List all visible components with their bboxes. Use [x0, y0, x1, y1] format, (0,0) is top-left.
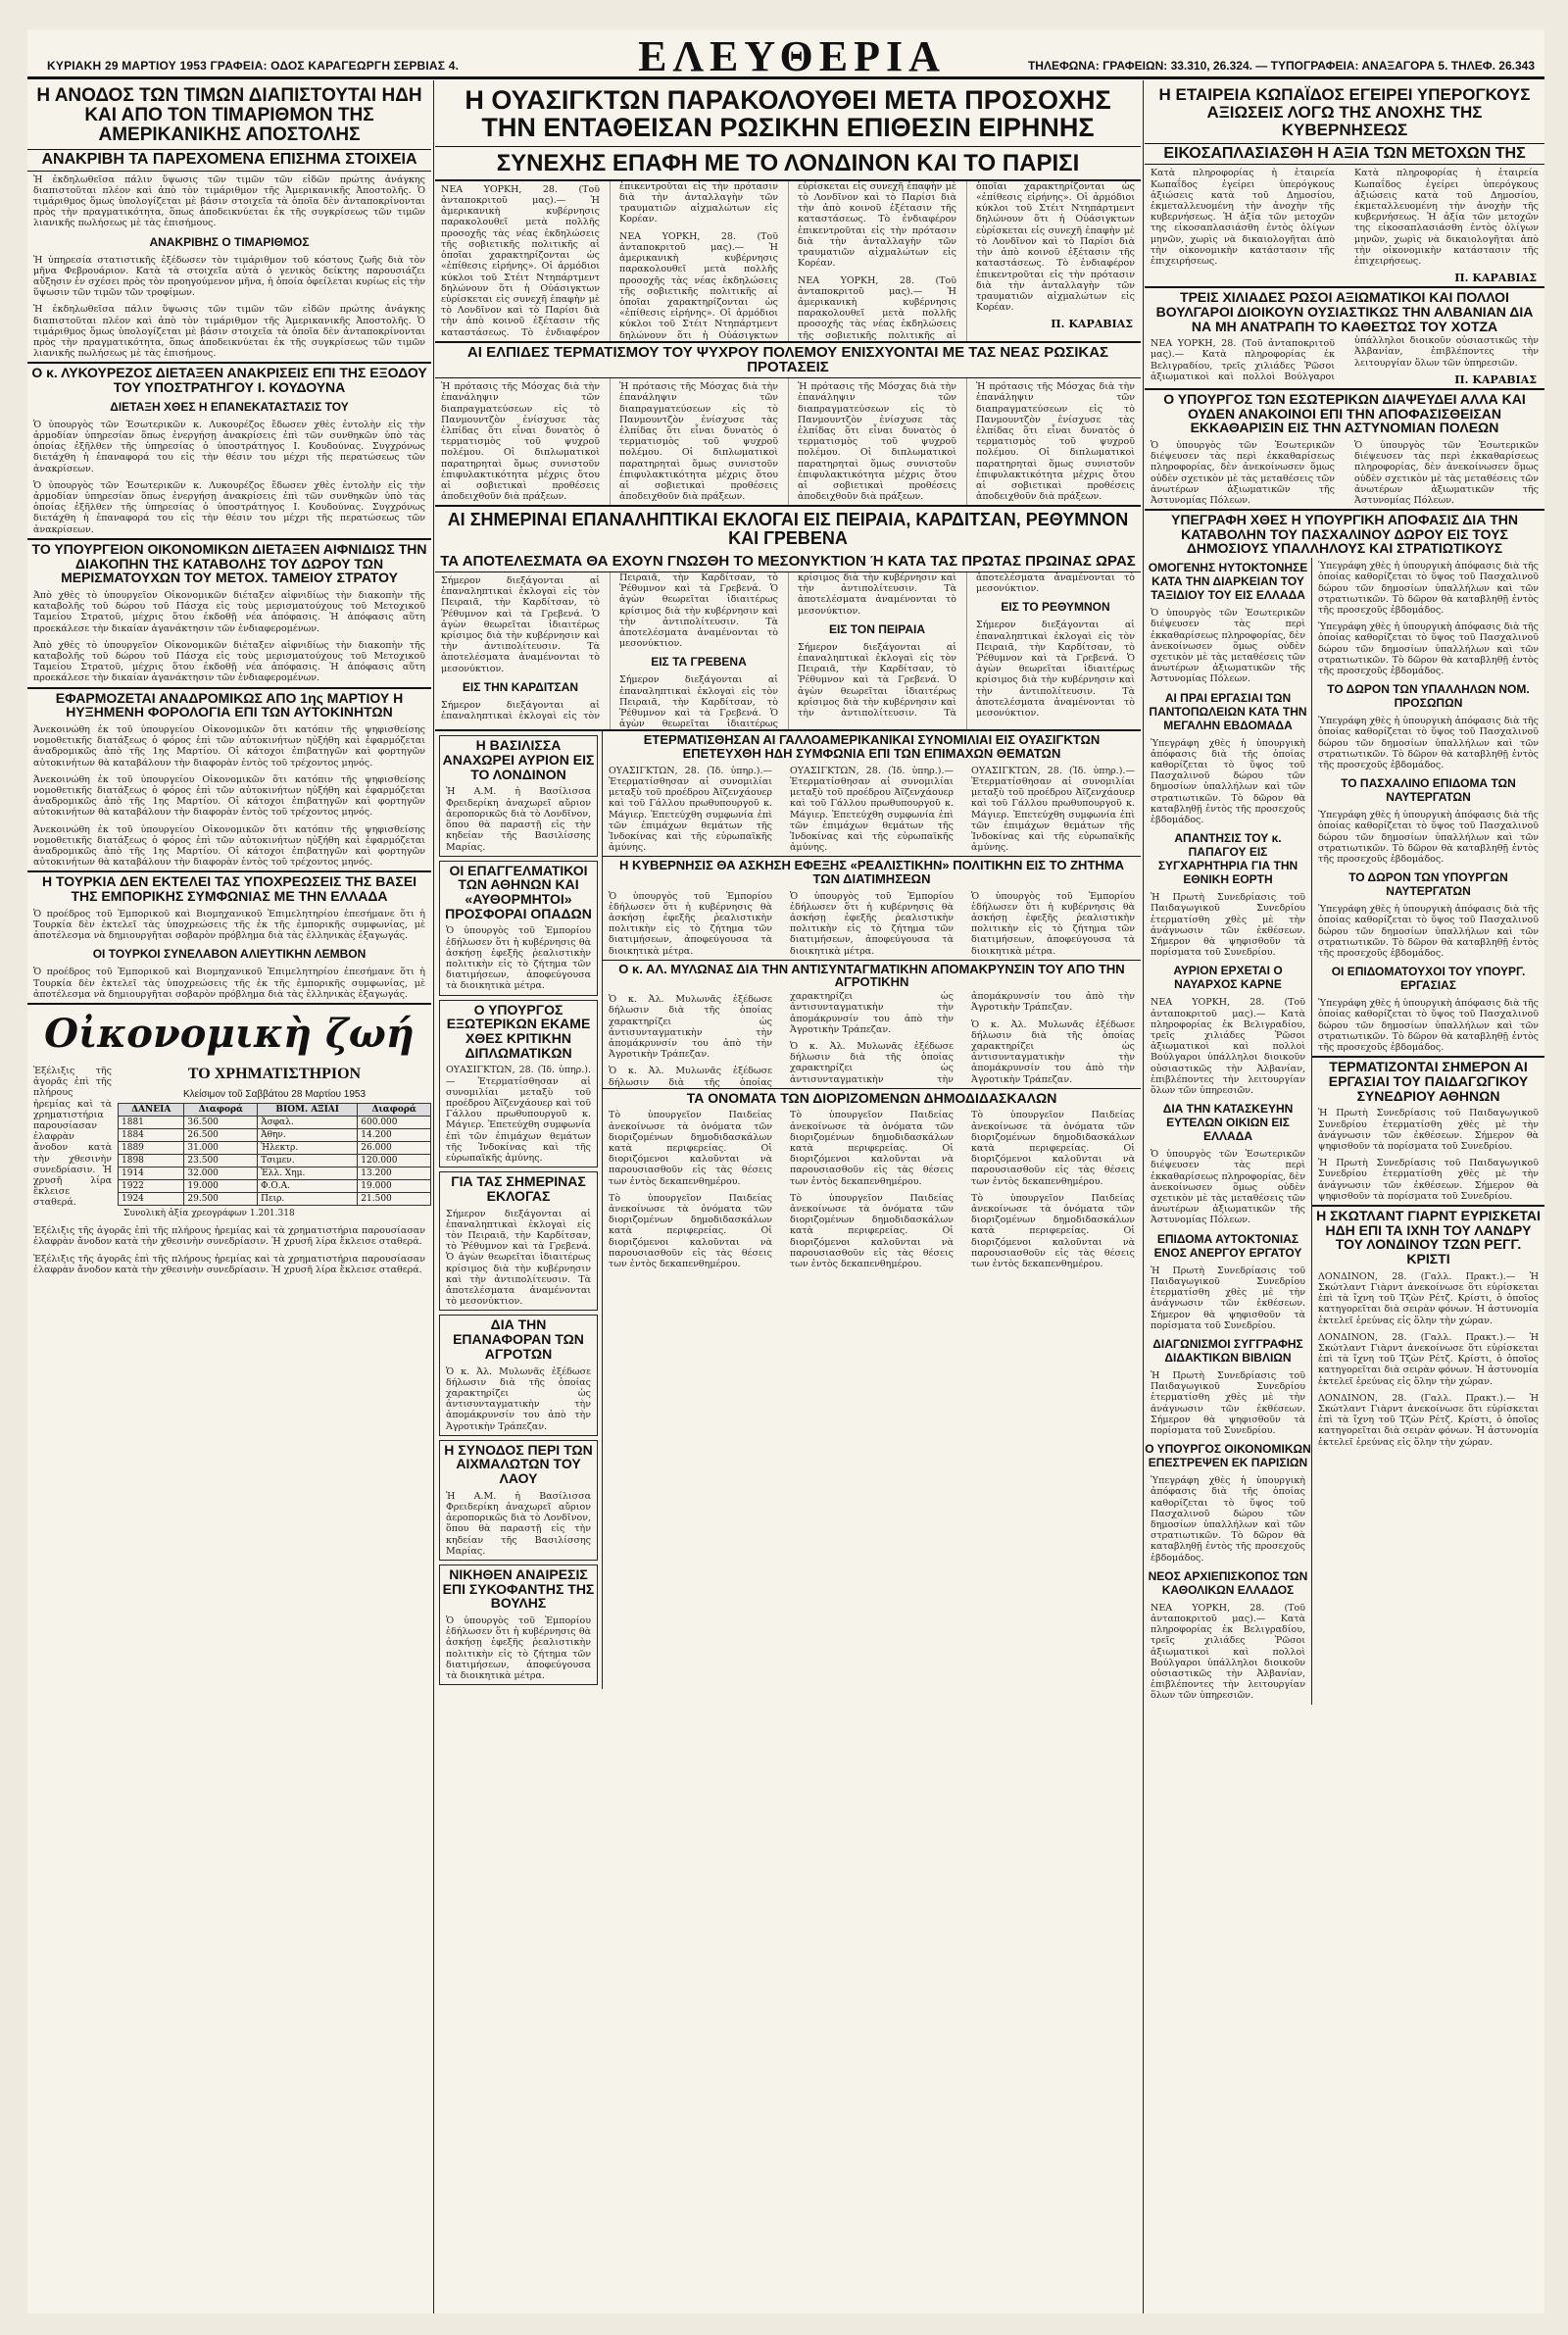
stock-column-header: ΔΑΝΕΙΑ — [119, 1103, 184, 1116]
subhead-seamen-bonus: ΤΟ ΔΩΡΟΝ ΤΩΝ ΥΠΟΥΡΓΩΝ ΝΑΥΤΕΡΓΑΤΩΝ — [1348, 870, 1508, 899]
article-scotland-yard: ΛΟΝΔΙΝΟΝ, 28. (Γαλλ. Πρακτ.).— Ἡ Σκώτλαντ Γιὰρντ ἀνεκοίνωσε ὅτι εὑρίσκεται ἐπὶ τὰ ἴχνη τοῦ Τζὼν Ρέτζ. Κρίστι, ὁ ὁποῖος κατηγορεῖται διὰ σειρὰν φόνων. Ἡ ἀστυνομία ἐκτελεῖ ἐρεύνας εἰς ὅλην τὴν χώραν. — [1318, 1331, 1539, 1387]
article-easter-bonus: Ὑπεγράφη χθὲς ἡ ὑπουργικὴ ἀπόφασις διὰ τῆς ὁποίας καθορίζεται τὸ ὕψος τοῦ Πασχαλινοῦ δώρου τῶν δημοσίων ὑπαλλήλων καὶ τῶν στρατιωτικῶν. Τὸ δῶρον θὰ καταβληθῇ ἐντὸς τῆς προσεχοῦς ἑβδομάδος. — [1318, 621, 1539, 676]
article-teachers: Τὸ ὑπουργεῖον Παιδείας ἀνεκοίνωσε τὰ ὀνόματα τῶν διοριζομένων δημοδιδασκάλων κατὰ περιφερείας. Οἱ διοριζόμενοι καλοῦνται νὰ παρουσιασθοῦν εἰς τὰς θέσεις των ἐντὸς δεκαπενθημέρου. — [971, 1192, 1135, 1270]
headline-cold-war: ΑΙ ΕΛΠΙΔΕΣ ΤΕΡΜΑΤΙΣΜΟΥ ΤΟΥ ΨΥΧΡΟΥ ΠΟΛΕΜΟΥ ΕΝΙΣΧΥΟΝΤΑΙ ΜΕ ΤΑΣ ΝΕΑΣ ΡΩΣΙΚΑΣ ΠΡΟΤΑΣΕΙΣ — [466, 343, 1109, 376]
article-teachers: Τὸ ὑπουργεῖον Παιδείας ἀνεκοίνωσε τὰ ὀνόματα τῶν διοριζομένων δημοδιδασκάλων κατὰ περιφερείας. Οἱ διοριζόμενοι καλοῦνται νὰ παρουσιασθοῦν εἰς τὰς θέσεις των ἐντὸς δεκαπενθημέρου. — [790, 1192, 954, 1270]
headline-franco-american: ΕΤΕΡΜΑΤΙΣΘΗΣΑΝ ΑΙ ΓΑΛΛΟΑΜΕΡΙΚΑΝΙΚΑΙ ΣΥΝΟΜΙΛΙΑΙ ΕΙΣ ΟΥΑΣΙΓΚΤΩΝ ΕΠΕΤΕΥΧΘΗ ΗΔΗ ΣΥΜΦΩΝΙΑ ΕΠΙ ΤΩΝ ΕΠΙΜΑΧΩΝ ΘΕΜΑΤΩΝ — [643, 732, 1101, 762]
article-papagos: Ἡ Πρωτὴ Συνεδρίασις τοῦ Παιδαγωγικοῦ Συνεδρίου ἐτερματίσθη χθὲς μὲ τὴν ἀνάγνωσιν τῶν ἐκθέσεων. Σήμερον θὰ ψηφισθοῦν τὰ πορίσματα τοῦ Συνεδρίου. — [1151, 892, 1305, 959]
stock-column-header: Διαφορά — [184, 1103, 258, 1116]
stock-cell: 32.000 — [184, 1167, 258, 1179]
article-elections: Σήμερον διεξάγονται αἱ ἐπαναληπτικαὶ ἐκλογαὶ εἰς τὸν Πειραιᾶ, τὴν Καρδίτσαν, τὸ Ῥέθυμνον καὶ τὰ Γρεβενά. Ὁ ἀγὼν θεωρεῖται ἰδιαιτέρως κρίσιμος διὰ τὴν κυβέρνησιν καὶ τὴν ἀντιπολίτευσιν. Τὰ ἀποτελέσματα ἀναμένονται τὸ μεσονύκτιον. — [976, 620, 1135, 720]
subhead-admiral: ΑΥΡΙΟΝ ΕΡΧΕΤΑΙ Ο ΝΑΥΑΡΧΟΣ ΚΑΡΝΕ — [1173, 964, 1283, 992]
subheadline-kopais-shares: ΕΙΚΟΣΑΠΛΑΣΙΑΣΘΗ Η ΑΞΙΑ ΤΩΝ ΜΕΤΟΧΩΝ ΤΗΣ — [1145, 143, 1544, 165]
stock-cell: 120.000 — [358, 1154, 431, 1167]
subhead-rethymno: ΕΙΣ ΤΟ ΡΕΘΥΜΝΟΝ — [1001, 600, 1110, 615]
newspaper-page — [27, 29, 1544, 2313]
article-police-purge: Ὁ ὑπουργὸς τῶν Ἐσωτερικῶν διέψευσεν τὰς περὶ ἐκκαθαρίσεως πληροφορίας, δὲν ἀνεκοίνωσεν ὅμως οὐδὲν σχετικὸν μὲ τὰς μεταθέσεις τῶν ἀνωτέρων ἀξιωματικῶν τῆς Ἀστυνομίας Πόλεων. — [1151, 439, 1335, 506]
section-title-economic-life: Οἰκονομικὴ ζωή — [44, 1010, 415, 1057]
stock-cell: 19.000 — [358, 1179, 431, 1192]
article-foreign-minister: ΟΥΑΣΙΓΚΤΩΝ, 28. (Ἰδ. ὑπηρ.).— Ἐτερματίσθησαν αἱ συνομιλίαι μεταξὺ τοῦ προέδρου Ἀϊζενχάουερ καὶ τοῦ Γάλλου πρωθυπουργοῦ κ. Μάγιερ. Ἐπετεύχθη συμφωνία ἐπὶ τῶν ἐπιμάχων θεμάτων τῆς Ἰνδοκίνας καὶ τῆς εὐρωπαϊκῆς ἀμύνης. — [446, 1065, 591, 1165]
subheadline-london-paris: ΣΥΝΕΧΗΣ ΕΠΑΦΗ ΜΕ ΤΟ ΛΟΝΔΙΝΟΝ ΚΑΙ ΤΟ ΠΑΡΙΣΙ — [435, 146, 1141, 179]
article-cold-war: Ἡ πρότασις τῆς Μόσχας διὰ τὴν ἐπανάληψιν τῶν διαπραγματεύσεων εἰς τὸ Πανμουντζὸν ἐνίσχυσε τὰς ἐλπίδας ὅτι εἶναι δυνατὸς ὁ τερματισμὸς τοῦ ψυχροῦ πολέμου. Οἱ διπλωματικοὶ παρατηρηταὶ ὅμως συνιστοῦν ἐπιφυλακτικότητα μέχρις ὅτου αἱ σοβιετικαὶ προθέσεις ἀποδειχθοῦν διὰ πράξεων. — [976, 381, 1135, 503]
article-suicide: Ὁ ὑπουργὸς τῶν Ἐσωτερικῶν διέψευσεν τὰς περὶ ἐκκαθαρίσεως πληροφορίας, δὲν ἀνεκοίνωσεν ὅμως οὐδὲν σχετικὸν μὲ τὰς μεταθέσεις τῶν ἀνωτέρων ἀξιωματικῶν τῆς Ἀστυνομίας Πόλεων. — [1151, 608, 1305, 685]
article-teachers: Τὸ ὑπουργεῖον Παιδείας ἀνεκοίνωσε τὰ ὀνόματα τῶν διοριζομένων δημοδιδασκάλων κατὰ περιφερείας. Οἱ διοριζόμενοι καλοῦνται νὰ παρουσιασθοῦν εἰς τὰς θέσεις των ἐντὸς δεκαπενθημέρου. — [971, 1110, 1135, 1187]
subhead-karditsa: ΕΙΣ ΤΗΝ ΚΑΡΔΙΤΣΑΝ — [462, 679, 579, 694]
article-police-purge: Ὁ ὑπουργὸς τῶν Ἐσωτερικῶν διέψευσεν τὰς περὶ ἐκκαθαρίσεως πληροφορίας, δὲν ἀνεκοίνωσεν ὅμως οὐδὲν σχετικὸν μὲ τὰς μεταθέσεις τῶν ἀνωτέρων ἀξιωματικῶν τῆς Ἀστυνομίας Πόλεων. — [1354, 439, 1539, 506]
stock-row — [119, 1154, 431, 1167]
stock-cell: Ἀσφαλ. — [258, 1116, 358, 1128]
stock-cell: 26.000 — [358, 1141, 431, 1154]
subhead-grocery: ΑΙ ΠΡΑΙ ΕΡΓΑΣΙΑΙ ΤΩΝ ΠΑΝΤΟΠΩΛΕΙΩΝ ΚΑΤΑ ΤΗΝ ΜΕΓΑΛΗΝ ΕΒΔΟΜΑΔΑ — [1149, 690, 1307, 732]
stock-cell: 1898 — [119, 1154, 184, 1167]
article-todays-elections: Σήμερον διεξάγονται αἱ ἐπαναληπτικαὶ ἐκλογαὶ εἰς τὸν Πειραιᾶ, τὴν Καρδίτσαν, τὸ Ῥέθυμνον καὶ τὰ Γρεβενά. Ὁ ἀγὼν θεωρεῖται ἰδιαιτέρως κρίσιμος διὰ τὴν κυβέρνησιν καὶ τὴν ἀντιπολίτευσιν. Τὰ ἀποτελέσματα ἀναμένονται τὸ μεσονύκτιον. — [446, 1208, 591, 1308]
subhead-suicide: ΟΜΟΓΕΝΗΣ ΗΥΤΟΚΤΟΝΗΣΕ ΚΑΤΑ ΤΗΝ ΔΙΑΡΚΕΙΑΝ ΤΟΥ ΤΑΞΙΔΙΟΥ ΤΟΥ ΕΙΣ ΕΛΛΑΔΑ — [1148, 561, 1308, 603]
stock-cell: Ἠλεκτρ. — [258, 1141, 358, 1154]
stock-cell: 23.500 — [184, 1154, 258, 1167]
article-queen: Ἡ Α.Μ. ἡ Βασίλισσα Φρειδερίκη ἀναχωρεῖ αὔριον ἀεροπορικῶς διὰ τὸ Λονδῖνον, ὅπου θὰ παραστῇ εἰς τὴν κηδείαν τῆς Βασιλίσσης Μαρίας. — [446, 786, 591, 853]
right-column — [1145, 82, 1544, 2313]
article-elections: Σήμερον διεξάγονται αἱ ἐπαναληπτικαὶ ἐκλογαὶ εἰς τὸν Πειραιᾶ, τὴν Καρδίτσαν, τὸ Ῥέθυμνον καὶ τὰ Γρεβενά. Ὁ ἀγὼν θεωρεῖται ἰδιαιτέρως κρίσιμος διὰ τὴν κυβέρνησιν καὶ τὴν ἀντιπολίτευσιν. Τὰ ἀποτελέσματα ἀναμένονται τὸ μεσονύκτιον. — [798, 571, 1135, 720]
article-unemployed: Ἡ Πρωτὴ Συνεδρίασις τοῦ Παιδαγωγικοῦ Συνεδρίου ἐτερματίσθη χθὲς μὲ τὴν ἀνάγνωσιν τῶν ἐκθέσεων. Σήμερον θὰ ψηφισθοῦν τὰ πορίσματα τοῦ Συνεδρίου. — [1151, 1265, 1305, 1331]
article-slander: Ὁ ὑπουργὸς τοῦ Ἐμπορίου ἐδήλωσεν ὅτι ἡ κυβέρνησις θὰ ἀσκήσῃ ἐφεξῆς ῥεαλιστικὴν πολιτικὴν εἰς τὸ ζήτημα τῶν διατιμήσεων, ἀποφεύγουσα τὰ διοικητικὰ μέτρα. — [446, 1615, 591, 1682]
article-prisoners: Ἡ Α.Μ. ἡ Βασίλισσα Φρειδερίκη ἀναχωρεῖ αὔριον ἀεροπορικῶς διὰ τὸ Λονδῖνον, ὅπου θὰ παραστῇ εἰς τὴν κηδείαν τῆς Βασιλίσσης Μαρίας. — [446, 1490, 591, 1557]
stock-cell: Ἀθην. — [258, 1128, 358, 1141]
article-mylonas: Ὁ κ. Ἀλ. Μυλωνᾶς ἐξέδωσε δήλωσιν διὰ τῆς ὁποίας χαρακτηρίζει ὡς ἀντισυνταγματικὴν τὴν ἀπομάκρυνσίν του ἀπὸ τὴν Ἀγροτικὴν Τράπεζαν. — [790, 991, 1135, 1085]
subhead-price-index: ΑΝΑΚΡΙΒΗΣ Ο ΤΙΜΑΡΙΘΜΟΣ — [149, 234, 310, 249]
article-mylonas: Ὁ κ. Ἀλ. Μυλωνᾶς ἐξέδωσε δήλωσιν διὰ τῆς ὁποίας χαρακτηρίζει ὡς ἀντισυνταγματικὴν τὴν ἀπομάκρυνσίν του ἀπὸ τὴν Ἀγροτικὴν Τράπεζαν. — [609, 994, 772, 1061]
headline-price-rise: Η ΑΝΟΔΟΣ ΤΩΝ ΤΙΜΩΝ ΔΙΑΠΙΣΤΟΥΤΑΙ ΗΔΗ ΚΑΙ ΑΠΟ ΤΟΝ ΤΙΜΑΡΙΘΜΟΝ ΤΗΣ ΑΜΕΡΙΚΑΝΙΚΗΣ ΑΠΟΣΤΟΛΗΣ — [36, 85, 422, 145]
article-economic-life: Ἐξέλιξις τῆς ἀγορᾶς ἐπὶ τῆς πλήρους ἠρεμίας καὶ τὰ χρηματιστήρια παρουσίασαν ἐλαφρὰν ἄνοδον κατὰ τὴν χθεσινὴν συνεδρίασιν. Ἡ χρυσῆ λίρα ἔκλεισε σταθερά. — [33, 1065, 112, 1209]
headline-elections: ΑΙ ΣΗΜΕΡΙΝΑΙ ΕΠΑΝΑΛΗΠΤΙΚΑΙ ΕΚΛΟΓΑΙ ΕΙΣ ΠΕΙΡΑΙΑ, ΚΑΡΔΙΤΣΑΝ, ΡΕΘΥΜΝΟΝ ΚΑΙ ΓΡΕΒΕΝΑ — [447, 510, 1129, 549]
stock-cell: 1914 — [119, 1167, 184, 1179]
subhead-grevena: ΕΙΣ ΤΑ ΓΡΕΒΕΝΑ — [651, 655, 747, 670]
headline-ministry-finance: ΤΟ ΥΠΟΥΡΓΕΙΟΝ ΟΙΚΟΝΟΜΙΚΩΝ ΔΙΕΤΑΞΕΝ ΑΙΦΝΙΔΙΩΣ ΤΗΝ ΔΙΑΚΟΠΗΝ ΤΗΣ ΚΑΤΑΒΟΛΗΣ ΤΟΥ ΔΩΡΟΥ ΤΩΝ ΜΕΡΙΣΜΑΤΟΥΧΩΝ ΤΟΥ ΜΕΤΟΧ. ΤΑΜΕΙΟΥ ΣΤΡΑΤΟΥ — [31, 540, 427, 586]
stock-row — [119, 1192, 431, 1205]
headline-car-tax: ΕΦΑΡΜΟΖΕΤΑΙ ΑΝΑΔΡΟΜΙΚΩΣ ΑΠΟ 1ης ΜΑΡΤΙΟΥ Η ΗΥΞΗΜΕΝΗ ΦΟΡΟΛΟΓΙΑ ΕΠΙ ΤΩΝ ΑΥΤΟΚΙΝΗΤΩΝ — [55, 689, 404, 720]
article-cold-war: Ἡ πρότασις τῆς Μόσχας διὰ τὴν ἐπανάληψιν τῶν διαπραγματεύσεων εἰς τὸ Πανμουντζὸν ἐνίσχυσε τὰς ἐλπίδας ὅτι εἶναι δυνατὸς ὁ τερματισμὸς τοῦ ψυχροῦ πολέμου. Οἱ διπλωματικοὶ παρατηρηταὶ ὅμως συνιστοῦν ἐπιφυλακτικότητα μέχρις ὅτου αἱ σοβιετικαὶ προθέσεις ἀποδειχθοῦν διὰ πράξεων. — [798, 381, 956, 503]
article-education-congress: Ἡ Πρωτὴ Συνεδρίασις τοῦ Παιδαγωγικοῦ Συνεδρίου ἐτερματίσθη χθὲς μὲ τὴν ἀνάγνωσιν τῶν ἐκθέσεων. Σήμερον θὰ ψηφισθοῦν τὰ πορίσματα τοῦ Συνεδρίου. — [1318, 1158, 1539, 1202]
stock-cell: 31.000 — [184, 1141, 258, 1154]
stock-row — [119, 1128, 431, 1141]
article-albania: ΝΕΑ ΥΟΡΚΗ, 28. (Τοῦ ἀνταποκριτοῦ μας).— Κατὰ πληροφορίας ἐκ Βελιγραδίου, τρεῖς χιλιάδες Ῥῶσοι ἀξιωματικοὶ καὶ πολλοὶ Βούλγαροι ὑπάλληλοι διοικοῦν οὐσιαστικῶς τὴν Ἀλβανίαν, ἐπιβλέποντες τὴν λειτουργίαν ὅλων τῶν ὑπηρεσιῶν. — [1151, 335, 1539, 382]
article-easter-bonus: Ὑπεγράφη χθὲς ἡ ὑπουργικὴ ἀπόφασις διὰ τῆς ὁποίας καθορίζεται τὸ ὕψος τοῦ Πασχαλινοῦ δώρου τῶν δημοσίων ὑπαλλήλων καὶ τῶν στρατιωτικῶν. Τὸ δῶρον θὰ καταβληθῇ ἐντὸς τῆς προσεχοῦς ἑβδομάδος. — [1318, 998, 1539, 1054]
article-price-controls: Ὁ ὑπουργὸς τοῦ Ἐμπορίου ἐδήλωσεν ὅτι ἡ κυβέρνησις θὰ ἀσκήσῃ ἐφεξῆς ῥεαλιστικὴν πολιτικὴν εἰς τὸ ζήτημα τῶν διατιμήσεων, ἀποφεύγουσα τὰ διοικητικὰ μέτρα. — [609, 890, 772, 957]
subhead-piraeus: ΕΙΣ ΤΟΝ ΠΕΙΡΑΙΑ — [828, 621, 926, 636]
headline-lykourezos: Ο κ. ΛΥΚΟΥΡΕΖΟΣ ΔΙΕΤΑΞΕΝ ΑΝΑΚΡΙΣΕΙΣ ΕΠΙ ΤΗΣ ΕΞΟΔΟΥ ΤΟΥ ΥΠΟΣΤΡΑΤΗΓΟΥ Ι. ΚΟΥΔΟΥΝΑ — [31, 365, 427, 396]
column-divider — [433, 80, 434, 2313]
article-mylonas: Ὁ κ. Ἀλ. Μυλωνᾶς ἐξέδωσε δήλωσιν διὰ τῆς ὁποίας χαρακτηρίζει ὡς ἀντισυνταγματικὴν τὴν ἀπομάκρυνσίν του ἀπὸ τὴν Ἀγροτικὴν Τράπεζαν. — [609, 991, 954, 1088]
stock-footer: Συνολικὴ ἀξία χρεογράφων 1.201.318 — [123, 1208, 295, 1218]
article-farmers: Ὁ κ. Ἀλ. Μυλωνᾶς ἐξέδωσε δήλωσιν διὰ τῆς ὁποίας χαρακτηρίζει ὡς ἀντισυνταγματικὴν τὴν ἀπομάκρυνσίν του ἀπὸ τὴν Ἀγροτικὴν Τράπεζαν. — [446, 1366, 591, 1432]
article-economic-life: Ἐξέλιξις τῆς ἀγορᾶς ἐπὶ τῆς πλήρους ἠρεμίας καὶ τὰ χρηματιστήρια παρουσίασαν ἐλαφρὰν ἄνοδον κατὰ τὴν χθεσινὴν συνεδρίασιν. Ἡ χρυσῆ λίρα ἔκλεισε σταθερά. — [33, 1253, 425, 1275]
article-elections: Σήμερον διεξάγονται αἱ ἐπαναληπτικαὶ ἐκλογαὶ εἰς τὸν Πειραιᾶ, τὴν Καρδίτσαν, τὸ Ῥέθυμνον καὶ τὰ Γρεβενά. Ὁ ἀγὼν θεωρεῖται ἰδιαιτέρως κρίσιμος διὰ τὴν κυβέρνησιν καὶ τὴν ἀντιπολίτευσιν. Τὰ ἀποτελέσματα ἀναμένονται τὸ μεσονύκτιον. — [619, 571, 956, 730]
subhead-archbishop: ΝΕΟΣ ΑΡΧΙΕΠΙΣΚΟΠΟΣ ΤΩΝ ΚΑΘΟΛΙΚΩΝ ΕΛΛΑΔΟΣ — [1148, 1568, 1308, 1597]
headline-washington-russia: Η ΟΥΑΣΙΓΚΤΩΝ ΠΑΡΑΚΟΛΟΥΘΕΙ ΜΕΤΑ ΠΡΟΣΟΧΗΣ ΤΗΝ ΕΝΤΑΘΕΙΣΑΝ ΡΩΣΙΚΗΝ ΕΠΙΘΕΣΙΝ ΕΙΡΗΝΗΣ — [465, 85, 1111, 143]
article-easter-bonus: Ὑπεγράφη χθὲς ἡ ὑπουργικὴ ἀπόφασις διὰ τῆς ὁποίας καθορίζεται τὸ ὕψος τοῦ Πασχαλινοῦ δώρου τῶν δημοσίων ὑπαλλήλων καὶ τῶν στρατιωτικῶν. Τὸ δῶρον θὰ καταβληθῇ ἐντὸς τῆς προσεχοῦς ἑβδομάδος. — [1318, 810, 1539, 866]
article-kopais: Κατὰ πληροφορίας ἡ ἑταιρεία Κωπαΐδος ἐγείρει ὑπερόγκους ἀξιώσεις κατὰ τοῦ Δημοσίου, ἐκμεταλλευομένη τὴν ἀνοχὴν τῆς κυβερνήσεως. Ἡ ἀξία τῶν μετοχῶν της εἰκοσαπλασιάσθη ἐντὸς ὀλίγων μηνῶν, χωρὶς νὰ δικαιολογῆται ἀπὸ τὴν οἰκονομικὴν κατάστασιν τῆς ἐπιχειρήσεως. — [1151, 168, 1335, 267]
stock-cell: 26.500 — [184, 1128, 258, 1141]
headline-mylonas: Ο κ. ΑΛ. ΜΥΛΩΝΑΣ ΔΙΑ ΤΗΝ ΑΝΤΙΣΥΝΤΑΓΜΑΤΙΚΗΝ ΑΠΟΜΑΚΡΥΝΣΙΝ ΤΟΥ ΑΠΟ ΤΗΝ ΑΓΡΟΤΙΚΗΝ — [618, 961, 1125, 990]
article-teachers: Τὸ ὑπουργεῖον Παιδείας ἀνεκοίνωσε τὰ ὀνόματα τῶν διοριζομένων δημοδιδασκάλων κατὰ περιφερείας. Οἱ διοριζόμενοι καλοῦνται νὰ παρουσιασθοῦν εἰς τὰς θέσεις των ἐντὸς δεκαπενθημέρου. — [609, 1192, 772, 1270]
article-teachers: Τὸ ὑπουργεῖον Παιδείας ἀνεκοίνωσε τὰ ὀνόματα τῶν διοριζομένων δημοδιδασκάλων κατὰ περιφερείας. Οἱ διοριζόμενοι καλοῦνται νὰ παρουσιασθοῦν εἰς τὰς θέσεις των ἐντὸς δεκαπενθημέρου. — [609, 1110, 772, 1187]
stock-row — [119, 1179, 431, 1192]
stock-cell: Ἑλλ. Χημ. — [258, 1167, 358, 1179]
stock-cell: 21.500 — [358, 1192, 431, 1205]
stock-cell: 13.200 — [358, 1167, 431, 1179]
stock-cell: 14.200 — [358, 1128, 431, 1141]
stock-cell: 1884 — [119, 1128, 184, 1141]
article-price-rise: Ἡ ἐκδηλωθεῖσα πάλιν ὕψωσις τῶν τιμῶν τῶν εἰδῶν πρώτης ἀνάγκης διαπιστοῦται πλέον καὶ ἀπὸ τὸν τιμάριθμον τῆς Ἀμερικανικῆς Ἀποστολῆς. Ὁ τιμάριθμος ὅμως ὑπολογίζεται μὲ βάσιν στοιχεῖα τὰ ὁποῖα δὲν ἀνταποκρίνονται πρὸς τὴν πραγματικότητα, ὅπως ἀποδεικνύεται ἐκ τῆς συγκρίσεως τῶν τιμῶν λιανικῆς πωλήσεως μὲ τὰς ἐπισήμους. — [33, 174, 425, 229]
byline: Π. ΚΑΡΑΒΙΑΣ — [1454, 373, 1537, 386]
headline-police-purge: Ο ΥΠΟΥΡΓΟΣ ΤΩΝ ΕΣΩΤΕΡΙΚΩΝ ΔΙΑΨΕΥΔΕΙ ΑΛΛΑ ΚΑΙ ΟΥΔΕΝ ΑΝΑΚΟΙΝΟΙ ΕΠΙ ΤΗΝ ΑΠΟΦΑΣΙΣΘΕΙΣΑΝ ΕΚΚΑΘΑΡΙΣΙΝ ΕΙΣ ΤΗΝ ΑΣΤΥΝΟΜΙΑΝ ΠΟΛΕΩΝ — [1163, 390, 1526, 436]
article-price-index: Ἡ ἐκδηλωθεῖσα πάλιν ὕψωσις τῶν τιμῶν τῶν εἰδῶν πρώτης ἀνάγκης διαπιστοῦται πλέον καὶ ἀπὸ τὸν τιμάριθμον τῆς Ἀμερικανικῆς Ἀποστολῆς. Ὁ τιμάριθμος ὅμως ὑπολογίζεται μὲ βάσιν στοιχεῖα τὰ ὁποῖα δὲν ἀνταποκρίνονται πρὸς τὴν πραγματικότητα, ὅπως ἀποδεικνύεται ἐκ τῆς συγκρίσεως τῶν τιμῶν λιανικῆς πωλήσεως μὲ τὰς ἐπισήμους. — [33, 304, 425, 360]
headline-kopais: Η ΕΤΑΙΡΕΙΑ ΚΩΠΑΪΔΟΣ ΕΓΕΙΡΕΙ ΥΠΕΡΟΓΚΟΥΣ ΑΞΙΩΣΕΙΣ ΛΟΓΩ ΤΗΣ ΑΝΟΧΗΣ ΤΗΣ ΚΥΒΕΡΝΗΣΕΩΣ — [1158, 85, 1531, 139]
article-turkey-trade: Ὁ προέδρος τοῦ Ἐμπορικοῦ καὶ Βιομηχανικοῦ Ἐπιμελητηρίου ἐπεσήμανε ὅτι ἡ Τουρκία δὲν ἐκτελεῖ τὰς ὑποχρεώσεις τῆς ἐκ τῆς ἐμπορικῆς συμφωνίας, μὲ ἀποτέλεσμα νὰ δημιουργῆται σοβαρὸν πρόβλημα διὰ τὰς ἑλληνικὰς ἐξαγωγάς. — [33, 967, 425, 1000]
stock-cell: Τσιμεν. — [258, 1154, 358, 1167]
stock-cell: 600.000 — [358, 1116, 431, 1128]
headline-scotland-yard: Η ΣΚΩΤΛΑΝΤ ΓΙΑΡΝΤ ΕΥΡΙΣΚΕΤΑΙ ΗΔΗ ΕΠΙ ΤΑ ΙΧΝΗ ΤΟΥ ΛΑΝΔΡΥ ΤΟΥ ΛΟΝΔΙΝΟΥ ΤΖΩΝ ΡΕΓΓ. ΚΡΙΣΤΙ — [1316, 1207, 1541, 1267]
article-ministry-finance: Ἀπὸ χθὲς τὸ ὑπουργεῖον Οἰκονομικῶν διέταξεν αἰφνιδίως τὴν διακοπὴν τῆς καταβολῆς τοῦ δώρου τοῦ Πάσχα εἰς τοὺς μερισματούχους τοῦ Μετοχικοῦ Ταμείου Στρατοῦ, μέχρις ὅτου ἐκδοθῇ νέα ἀπόφασις. Ἡ ἀπόφασις αὕτη προεκάλεσε τὴν δικαίαν ἀγανάκτησιν τῶν ἐνδιαφερομένων. — [33, 639, 425, 684]
article-cold-war: Ἡ πρότασις τῆς Μόσχας διὰ τὴν ἐπανάληψιν τῶν διαπραγματεύσεων εἰς τὸ Πανμουντζὸν ἐνίσχυσε τὰς ἐλπίδας ὅτι εἶναι δυνατὸς ὁ τερματισμὸς τοῦ ψυχροῦ πολέμου. Οἱ διπλωματικοὶ παρατηρηταὶ ὅμως συνιστοῦν ἐπιφυλακτικότητα μέχρις ὅτου αἱ σοβιετικαὶ προθέσεις ἀποδειχθοῦν διὰ πράξεων. — [619, 381, 778, 503]
article-economic-life: Ἐξέλιξις τῆς ἀγορᾶς ἐπὶ τῆς πλήρους ἠρεμίας καὶ τὰ χρηματιστήρια παρουσίασαν ἐλαφρὰν ἄνοδον κατὰ τὴν χθεσινὴν συνεδρίασιν. Ἡ χρυσῆ λίρα ἔκλεισε σταθερά. — [33, 1225, 425, 1248]
masthead-phones: ΤΗΛΕΦΩΝΑ: ΓΡΑΦΕΙΩΝ: 33.310, 26.324. — ΤΥΠΟΓΡΑΦΕΙΑ: ΑΝΑΞΑΓΟΡΑ 5. ΤΗΛΕΦ. 26.343 — [1027, 59, 1535, 73]
center-column — [435, 82, 1141, 2313]
stock-exchange-title: ΤΟ ΧΡΗΜΑΤΙΣΤΗΡΙΟΝ — [187, 1065, 362, 1082]
article-washington-russia: ΝΕΑ ΥΟΡΚΗ, 28. (Τοῦ ἀνταποκριτοῦ μας).— Ἡ ἀμερικανικὴ κυβέρνησις παρακολουθεῖ μετὰ πολλῆς προσοχῆς τὰς νέας ἐκδηλώσεις τῆς σοβιετικῆς πολιτικῆς αἱ ὁποῖαι χαρακτηρίζονται ὡς «ἐπίθεσις εἰρήνης». Οἱ ἁρμόδιοι κύκλοι τοῦ Στέιτ Ντηπάρτμεντ δηλώνουν ὅτι ἡ Οὐάσιγκτων εὑρίσκεται εἰς συνεχῆ ἐπαφὴν μὲ τὸ Λονδῖνον καὶ τὸ Παρίσι διὰ τὴν ἀπὸ κοινοῦ ἐξέτασιν τῆς καταστάσεως. Τὸ ἐνδιαφέρον ἐπικεντροῦται εἰς τὴν πρότασιν διὰ τὴν ἀνταλλαγὴν τῶν τραυματιῶν αἰχμαλώτων εἰς Κορέαν. — [619, 180, 956, 341]
article-elections: Σήμερον διεξάγονται αἱ ἐπαναληπτικαὶ ἐκλογαὶ εἰς τὸν Πειραιᾶ, τὴν Καρδίτσαν, τὸ Ῥέθυμνον καὶ τὰ Γρεβενά. Ὁ ἀγὼν θεωρεῖται ἰδιαιτέρως κρίσιμος διὰ τὴν κυβέρνησιν καὶ τὴν ἀντιπολίτευσιν. Τὰ ἀποτελέσματα ἀναμένονται τὸ μεσονύκτιον. — [441, 571, 778, 722]
stock-table — [118, 1103, 431, 1206]
article-washington-russia: ΝΕΑ ΥΟΡΚΗ, 28. (Τοῦ ἀνταποκριτοῦ μας).— Ἡ ἀμερικανικὴ κυβέρνησις παρακολουθεῖ μετὰ πολλῆς προσοχῆς τὰς νέας ἐκδηλώσεις τῆς σοβιετικῆς πολιτικῆς αἱ ὁποῖαι χαρακτηρίζονται ὡς «ἐπίθεσις εἰρήνης». Οἱ ἁρμόδιοι κύκλοι τοῦ Στέιτ Ντηπάρτμεντ δηλώνουν ὅτι ἡ Οὐάσιγκτων εὑρίσκεται εἰς συνεχῆ ἐπαφὴν μὲ τὸ Λονδῖνον καὶ τὸ Παρίσι διὰ τὴν ἀπὸ κοινοῦ ἐξέτασιν τῆς καταστάσεως. Τὸ ἐνδιαφέρον ἐπικεντροῦται εἰς τὴν πρότασιν διὰ τὴν ἀνταλλαγὴν τῶν τραυματιῶν αἰχμαλώτων εἰς Κορέαν. — [441, 180, 778, 338]
headline-queen: Η ΒΑΣΙΛΙΣΣΑ ΑΝΑΧΩΡΕΙ ΑΥΡΙΟΝ ΕΙΣ ΤΟ ΛΟΝΔΙΝΟΝ — [442, 737, 595, 782]
subhead-legal-entities: ΤΟ ΔΩΡΟΝ ΤΩΝ ΥΠΑΛΛΗΛΩΝ ΝΟΜ. ΠΡΟΣΩΠΩΝ — [1327, 682, 1530, 711]
headline-turkey-trade: Η ΤΟΥΡΚΙΑ ΔΕΝ ΕΚΤΕΛΕΙ ΤΑΣ ΥΠΟΧΡΕΩΣΕΙΣ ΤΗΣ ΒΑΣΕΙ ΤΗΣ ΕΜΠΟΡΙΚΗΣ ΣΥΜΦΩΝΙΑΣ ΜΕ ΤΗΝ ΕΛΛΑΔΑ — [41, 873, 417, 905]
headline-professionals: ΟΙ ΕΠΑΓΓΕΛΜΑΤΙΚΟΙ ΤΩΝ ΑΘΗΝΩΝ ΚΑΙ «ΑΥΘΟΡΜΗΤΟΙ» ΠΡΟΣΦΟΡΑΙ ΟΠΑΔΩΝ — [445, 862, 592, 921]
article-franco-american: ΟΥΑΣΙΓΚΤΩΝ, 28. (Ἰδ. ὑπηρ.).— Ἐτερματίσθησαν αἱ συνομιλίαι μεταξὺ τοῦ προέδρου Ἀϊζενχάουερ καὶ τοῦ Γάλλου πρωθυπουργοῦ κ. Μάγιερ. Ἐπετεύχθη συμφωνία ἐπὶ τῶν ἐπιμάχων θεμάτων τῆς Ἰνδοκίνας καὶ τῆς εὐρωπαϊκῆς ἀμύνης. — [790, 765, 954, 854]
article-car-tax: Ἀνεκοινώθη ἐκ τοῦ ὑπουργείου Οἰκονομικῶν ὅτι κατόπιν τῆς ψηφισθείσης νομοθετικῆς διατάξεως ὁ φόρος ἐπὶ τῶν αὐτοκινήτων ηὐξήθη καὶ ἐφαρμόζεται ἀναδρομικῶς ἀπὸ τῆς 1ης Μαρτίου. Οἱ κάτοχοι ἐπιβατηγῶν καὶ φορτηγῶν αὐτοκινήτων θὰ καταβάλουν τὴν διαφορὰν ἐντὸς τοῦ τρέχοντος μηνός. — [33, 723, 425, 769]
article-lykourezos: Ὁ ὑπουργὸς τῶν Ἐσωτερικῶν κ. Λυκουρέζος ἔδωσεν χθὲς ἐντολὴν εἰς τὴν ἀρμοδίαν ὑπηρεσίαν ὅπως ἐνεργήσῃ ἀνακρίσεις ἐπὶ τῶν συνθηκῶν ὑπὸ τὰς ὁποίας ἐξῆλθεν τῆς ὑπηρεσίας ὁ ὑποστράτηγος Ι. Κουδούνας. Συγχρόνως διετάχθη ἡ ἐπαναφορά του εἰς τὴν θέσιν του μέχρι τῆς περατώσεως τῶν ἀνακρίσεων. — [33, 419, 425, 474]
subheadline-election-results: ΤΑ ΑΠΟΤΕΛΕΣΜΑΤΑ ΘΑ ΕΧΟΥΝ ΓΝΩΣΘΗ ΤΟ ΜΕΣΟΝΥΚΤΙΟΝ Ή ΚΑΤΑ ΤΑΣ ΠΡΩΤΑΣ ΠΡΩΙΝΑΣ ΩΡΑΣ — [440, 553, 1136, 571]
article-easter-bonus: Ὑπεγράφη χθὲς ἡ ὑπουργικὴ ἀπόφασις διὰ τῆς ὁποίας καθορίζεται τὸ ὕψος τοῦ Πασχαλινοῦ δώρου τῶν δημοσίων ὑπαλλήλων καὶ τῶν στρατιωτικῶν. Τὸ δῶρον θὰ καταβληθῇ ἐντὸς τῆς προσεχοῦς ἑβδομάδος. — [1318, 561, 1539, 616]
subhead-housing: ΔΙΑ ΤΗΝ ΚΑΤΑΣΚΕΥΗΝ ΕΥΤΕΛΩΝ ΟΙΚΙΩΝ ΕΙΣ ΕΛΛΑΔΑ — [1162, 1102, 1294, 1144]
subheadline-official-data: ΑΝΑΚΡΙΒΗ ΤΑ ΠΑΡΕΧΟΜΕΝΑ ΕΠΙΣΗΜΑ ΣΤΟΙΧΕΙΑ — [27, 149, 431, 171]
stock-cell: 36.500 — [184, 1116, 258, 1128]
stock-column-header: Διαφορά — [358, 1103, 431, 1116]
article-teachers: Τὸ ὑπουργεῖον Παιδείας ἀνεκοίνωσε τὰ ὀνόματα τῶν διοριζομένων δημοδιδασκάλων κατὰ περιφερείας. Οἱ διοριζόμενοι καλοῦνται νὰ παρουσιασθοῦν εἰς τὰς θέσεις των ἐντὸς δεκαπενθημέρου. — [790, 1110, 954, 1187]
byline: Π. ΚΑΡΑΒΙΑΣ — [1051, 318, 1133, 331]
article-mylonas: Ὁ κ. Ἀλ. Μυλωνᾶς ἐξέδωσε δήλωσιν διὰ τῆς ὁποίας χαρακτηρίζει ὡς ἀντισυνταγματικὴν τὴν ἀπομάκρυνσίν του ἀπὸ τὴν Ἀγροτικὴν Τράπεζαν. — [971, 1018, 1135, 1085]
headline-education-congress: ΤΕΡΜΑΤΙΖΟΝΤΑΙ ΣΗΜΕΡΟΝ ΑΙ ΕΡΓΑΣΙΑΙ ΤΟΥ ΠΑΙΔΑΓΩΓΙΚΟΥ ΣΥΝΕΔΡΙΟΥ ΑΘΗΝΩΝ — [1328, 1059, 1529, 1104]
stock-cell: 1924 — [119, 1192, 184, 1205]
headline-prisoners: Η ΣΥΝΟΔΟΣ ΠΕΡΙ ΤΩΝ ΑΙΧΜΑΛΩΤΩΝ ΤΟΥ ΛΑΟΥ — [444, 1441, 593, 1487]
headline-foreign-minister: Ο ΥΠΟΥΡΓΟΣ ΕΞΩΤΕΡΙΚΩΝ ΕΚΑΜΕ ΧΘΕΣ ΚΡΙΤΙΚΗΝ ΔΙΠΛΩΜΑΤΙΚΩΝ — [446, 1001, 591, 1061]
article-admiral: ΝΕΑ ΥΟΡΚΗ, 28. (Τοῦ ἀνταποκριτοῦ μας).— Κατὰ πληροφορίας ἐκ Βελιγραδίου, τρεῖς χιλιάδες Ῥῶσοι ἀξιωματικοὶ καὶ πολλοὶ Βούλγαροι ὑπάλληλοι διοικοῦν οὐσιαστικῶς τὴν Ἀλβανίαν, ἐπιβλέποντες τὴν λειτουργίαν ὅλων τῶν ὑπηρεσιῶν. — [1151, 997, 1305, 1097]
stock-cell: 29.500 — [184, 1192, 258, 1205]
article-washington-russia: ΝΕΑ ΥΟΡΚΗ, 28. (Τοῦ ἀνταποκριτοῦ μας).— Ἡ ἀμερικανικὴ κυβέρνησις παρακολουθεῖ μετὰ πολλῆς προσοχῆς τὰς νέας ἐκδηλώσεις τῆς σοβιετικῆς πολιτικῆς αἱ ὁποῖαι χαρακτηρίζονται ὡς «ἐπίθεσις εἰρήνης». Οἱ ἁρμόδιοι κύκλοι τοῦ Στέιτ Ντηπάρτμεντ δηλώνουν ὅτι ἡ Οὐάσιγκτων εὑρίσκεται εἰς συνεχῆ ἐπαφὴν μὲ τὸ Λονδῖνον καὶ τὸ Παρίσι διὰ τὴν ἀπὸ κοινοῦ ἐξέτασιν τῆς καταστάσεως. Τὸ ἐνδιαφέρον ἐπικεντροῦται εἰς τὴν πρότασιν διὰ τὴν ἀνταλλαγὴν τῶν τραυματιῶν αἰχμαλώτων εἰς Κορέαν. — [798, 180, 1135, 341]
masthead — [27, 29, 1544, 79]
newspaper-title: ΕΛΕΥΘΕΡΙΑ — [638, 32, 946, 80]
byline: Π. ΚΑΡΑΒΙΑΣ — [1454, 272, 1537, 285]
article-car-tax: Ἀνεκοινώθη ἐκ τοῦ ὑπουργείου Οἰκονομικῶν ὅτι κατόπιν τῆς ψηφισθείσης νομοθετικῆς διατάξεως ὁ φόρος ἐπὶ τῶν αὐτοκινήτων ηὐξήθη καὶ ἐφαρμόζεται ἀναδρομικῶς ἀπὸ τῆς 1ης Μαρτίου. Οἱ κάτοχοι ἐπιβατηγῶν καὶ φορτηγῶν αὐτοκινήτων θὰ καταβάλουν τὴν διαφορὰν ἐντὸς τοῦ τρέχοντος μηνός. — [33, 773, 425, 819]
subhead-fishing-boat: ΟΙ ΤΟΥΡΚΟΙ ΣΥΝΕΛΑΒΟΝ ΑΛΙΕΥΤΙΚΗΝ ΛΕΜΒΟΝ — [92, 947, 367, 962]
article-easter-bonus: Ὑπεγράφη χθὲς ἡ ὑπουργικὴ ἀπόφασις διὰ τῆς ὁποίας καθορίζεται τὸ ὕψος τοῦ Πασχαλινοῦ δώρου τῶν δημοσίων ὑπαλλήλων καὶ τῶν στρατιωτικῶν. Τὸ δῶρον θὰ καταβληθῇ ἐντὸς τῆς προσεχοῦς ἑβδομάδος. — [1318, 716, 1539, 771]
stock-row — [119, 1141, 431, 1154]
article-price-controls: Ὁ ὑπουργὸς τοῦ Ἐμπορίου ἐδήλωσεν ὅτι ἡ κυβέρνησις θὰ ἀσκήσῃ ἐφεξῆς ῥεαλιστικὴν πολιτικὴν εἰς τὸ ζήτημα τῶν διατιμήσεων, ἀποφεύγουσα τὰ διοικητικὰ μέτρα. — [971, 890, 1135, 957]
article-kopais: Κατὰ πληροφορίας ἡ ἑταιρεία Κωπαΐδος ἐγείρει ὑπερόγκους ἀξιώσεις κατὰ τοῦ Δημοσίου, ἐκμεταλλευομένη τὴν ἀνοχὴν τῆς κυβερνήσεως. Ἡ ἀξία τῶν μετοχῶν της εἰκοσαπλασιάσθη ἐντὸς ὀλίγων μηνῶν, χωρὶς νὰ δικαιολογῆται ἀπὸ τὴν οἰκονομικὴν κατάστασιν τῆς ἐπιχειρήσεως. — [1354, 168, 1539, 267]
article-archbishop: ΝΕΑ ΥΟΡΚΗ, 28. (Τοῦ ἀνταποκριτοῦ μας).— Κατὰ πληροφορίας ἐκ Βελιγραδίου, τρεῖς χιλιάδες Ῥῶσοι ἀξιωματικοὶ καὶ πολλοὶ Βούλγαροι ὑπάλληλοι διοικοῦν οὐσιαστικῶς τὴν Ἀλβανίαν, ἐπιβλέποντες τὴν λειτουργίαν ὅλων τῶν ὑπηρεσιῶν. — [1151, 1602, 1305, 1702]
stock-cell: Φ.Ο.Α. — [258, 1179, 358, 1192]
stock-row — [119, 1116, 431, 1128]
stock-column-header: ΒΙΟΜ. ΑΞΙΑΙ — [258, 1103, 358, 1116]
article-turkey-trade: Ὁ προέδρος τοῦ Ἐμπορικοῦ καὶ Βιομηχανικοῦ Ἐπιμελητηρίου ἐπεσήμανε ὅτι ἡ Τουρκία δὲν ἐκτελεῖ τὰς ὑποχρεώσεις τῆς ἐκ τῆς ἐμπορικῆς συμφωνίας, μὲ ἀποτέλεσμα νὰ δημιουργῆται σοβαρὸν πρόβλημα διὰ τὰς ἑλληνικὰς ἐξαγωγάς. — [33, 908, 425, 942]
article-car-tax: Ἀνεκοινώθη ἐκ τοῦ ὑπουργείου Οἰκονομικῶν ὅτι κατόπιν τῆς ψηφισθείσης νομοθετικῆς διατάξεως ὁ φόρος ἐπὶ τῶν αὐτοκινήτων ηὐξήθη καὶ ἐφαρμόζεται ἀναδρομικῶς ἀπὸ τῆς 1ης Μαρτίου. Οἱ κάτοχοι ἐπιβατηγῶν καὶ φορτηγῶν αὐτοκινήτων θὰ καταβάλουν τὴν διαφορὰν ἐντὸς τοῦ τρέχοντος μηνός. — [33, 823, 425, 869]
subhead-finance-minister: Ο ΥΠΟΥΡΓΟΣ ΟΙΚΟΝΟΜΙΚΩΝ ΕΠΕΣΤΡΕΨΕΝ ΕΚ ΠΑΡΙΣΙΩΝ — [1145, 1442, 1311, 1470]
article-scotland-yard: ΛΟΝΔΙΝΟΝ, 28. (Γαλλ. Πρακτ.).— Ἡ Σκώτλαντ Γιὰρντ ἀνεκοίνωσε ὅτι εὑρίσκεται ἐπὶ τὰ ἴχνη τοῦ Τζὼν Ρέτζ. Κρίστι, ὁ ὁποῖος κατηγορεῖται διὰ σειρὰν φόνων. Ἡ ἀστυνομία ἐκτελεῖ ἐρεύνας εἰς ὅλην τὴν χώραν. — [1318, 1392, 1539, 1448]
subhead-labour-allowance: ΟΙ ΕΠΙΔΟΜΑΤΟΥΧΟΙ ΤΟΥ ΥΠΟΥΡΓ. ΕΡΓΑΣΙΑΣ — [1331, 965, 1526, 993]
subhead-papagos: ΑΠΑΝΤΗΣΙΣ ΤΟΥ κ. ΠΑΠΑΓΟΥ ΕΙΣ ΣΥΓΧΑΡΗΤΗΡΙΑ ΓΙΑ ΤΗΝ ΕΘΝΙΚΗ ΕΟΡΤΗ — [1157, 831, 1298, 887]
article-franco-american: ΟΥΑΣΙΓΚΤΩΝ, 28. (Ἰδ. ὑπηρ.).— Ἐτερματίσθησαν αἱ συνομιλίαι μεταξὺ τοῦ προέδρου Ἀϊζενχάουερ καὶ τοῦ Γάλλου πρωθυπουργοῦ κ. Μάγιερ. Ἐπετεύχθη συμφωνία ἐπὶ τῶν ἐπιμάχων θεμάτων τῆς Ἰνδοκίνας καὶ τῆς εὐρωπαϊκῆς ἀμύνης. — [971, 765, 1135, 854]
article-lykourezos: Ὁ ὑπουργὸς τῶν Ἐσωτερικῶν κ. Λυκουρέζος ἔδωσεν χθὲς ἐντολὴν εἰς τὴν ἀρμοδίαν ὑπηρεσίαν ὅπως ἐνεργήσῃ ἀνακρίσεις ἐπὶ τῶν συνθηκῶν ὑπὸ τὰς ὁποίας ἐξῆλθεν τῆς ὑπηρεσίας ὁ ὑποστράτηγος Ι. Κουδούνας. Συγχρόνως διετάχθη ἡ ἐπαναφορά του εἰς τὴν θέσιν του μέχρι τῆς περατώσεως τῶν ἀνακρίσεων. — [33, 479, 425, 535]
headline-easter-bonus: ΥΠΕΓΡΑΦΗ ΧΘΕΣ Η ΥΠΟΥΡΓΙΚΗ ΑΠΟΦΑΣΙΣ ΔΙΑ ΤΗΝ ΚΑΤΑΒΟΛΗΝ ΤΟΥ ΠΑΣΧΑΛΙΝΟΥ ΔΩΡΟΥ ΕΙΣ ΤΟΥΣ ΔΗΜΟΣΙΟΥΣ ΥΠΑΛΛΗΛΟΥΣ ΚΑΙ ΣΤΡΑΤΙΩΤΙΚΟΥΣ — [1171, 512, 1518, 557]
stock-cell: 1889 — [119, 1141, 184, 1154]
masthead-date-address: ΚΥΡΙΑΚΗ 29 ΜΑΡΤΙΟΥ 1953 ΓΡΑΦΕΙΑ: ΟΔΟΣ ΚΑΡΑΓΕΩΡΓΗ ΣΕΡΒΙΑΣ 4. — [47, 59, 460, 73]
stock-cell: Πειρ. — [258, 1192, 358, 1205]
article-textbooks: Ἡ Πρωτὴ Συνεδρίασις τοῦ Παιδαγωγικοῦ Συνεδρίου ἐτερματίσθη χθὲς μὲ τὴν ἀνάγνωσιν τῶν ἐκθέσεων. Σήμερον θὰ ψηφισθοῦν τὰ πορίσματα τοῦ Συνεδρίου. — [1151, 1369, 1305, 1436]
article-education-congress: Ἡ Πρωτὴ Συνεδρίασις τοῦ Παιδαγωγικοῦ Συνεδρίου ἐτερματίσθη χθὲς μὲ τὴν ἀνάγνωσιν τῶν ἐκθέσεων. Σήμερον θὰ ψηφισθοῦν τὰ πορίσματα τοῦ Συνεδρίου. — [1318, 1108, 1539, 1152]
article-franco-american: ΟΥΑΣΙΓΚΤΩΝ, 28. (Ἰδ. ὑπηρ.).— Ἐτερματίσθησαν αἱ συνομιλίαι μεταξὺ τοῦ προέδρου Ἀϊζενχάουερ καὶ τοῦ Γάλλου πρωθυπουργοῦ κ. Μάγιερ. Ἐπετεύχθη συμφωνία ἐπὶ τῶν ἐπιμάχων θεμάτων τῆς Ἰνδοκίνας καὶ τῆς εὐρωπαϊκῆς ἀμύνης. — [609, 765, 772, 854]
article-housing: Ὁ ὑπουργὸς τῶν Ἐσωτερικῶν διέψευσεν τὰς περὶ ἐκκαθαρίσεως πληροφορίας, δὲν ἀνεκοίνωσεν ὅμως οὐδὲν σχετικὸν μὲ τὰς μεταθέσεις τῶν ἀνωτέρων ἀξιωματικῶν τῆς Ἀστυνομίας Πόλεων. — [1151, 1149, 1305, 1226]
stock-exchange-subtitle: Κλείσιμον τοῦ Σαββάτου 28 Μαρτίου 1953 — [182, 1088, 367, 1100]
article-grocery: Ὑπεγράφη χθὲς ἡ ὑπουργικὴ ἀπόφασις διὰ τῆς ὁποίας καθορίζεται τὸ ὕψος τοῦ Πασχαλινοῦ δώρου τῶν δημοσίων ὑπαλλήλων καὶ τῶν στρατιωτικῶν. Τὸ δῶρον θὰ καταβληθῇ ἐντὸς τῆς προσεχοῦς ἑβδομάδος. — [1151, 737, 1305, 826]
stock-row — [119, 1167, 431, 1179]
subhead-koudounas: ΔΙΕΤΑΞΗ ΧΘΕΣ Η ΕΠΑΝΕΚΑΤΑΣΤΑΣΙΣ ΤΟΥ — [110, 399, 349, 414]
headline-farmers: ΔΙΑ ΤΗΝ ΕΠΑΝΑΦΟΡΑΝ ΤΩΝ ΑΓΡΟΤΩΝ — [453, 1317, 584, 1362]
subhead-unemployed: ΕΠΙΔΟΜΑ ΑΥΤΟΚΤΟΝΙΑΣ ΕΝΟΣ ΑΝΕΡΓΟΥ ΕΡΓΑΤΟΥ — [1153, 1231, 1302, 1260]
article-scotland-yard: ΛΟΝΔΙΝΟΝ, 28. (Γαλλ. Πρακτ.).— Ἡ Σκώτλαντ Γιὰρντ ἀνεκοίνωσε ὅτι εὑρίσκεται ἐπὶ τὰ ἴχνη τοῦ Τζὼν Ρέτζ. Κρίστι, ὁ ὁποῖος κατηγορεῖται διὰ σειρὰν φόνων. Ἡ ἀστυνομία ἐκτελεῖ ἐρεύνας εἰς ὅλην τὴν χώραν. — [1318, 1270, 1539, 1326]
headline-todays-elections: ΓΙΑ ΤΑΣ ΣΗΜΕΡΙΝΑΣ ΕΚΛΟΓΑΣ — [451, 1173, 586, 1204]
headline-slander: ΝΙΚΗΘΕΝ ΑΝΑΙΡΕΣΙΣ ΕΠΙ ΣΥΚΟΦΑΝΤΗΣ ΤΗΣ ΒΟΥΛΗΣ — [442, 1566, 595, 1612]
subhead-textbooks: ΔΙΑΓΩΝΙΣΜΟΙ ΣΥΓΓΡΑΦΗΣ ΔΙΔΑΚΤΙΚΩΝ ΒΙΒΛΙΩΝ — [1152, 1336, 1303, 1365]
article-cold-war: Ἡ πρότασις τῆς Μόσχας διὰ τὴν ἐπανάληψιν τῶν διαπραγματεύσεων εἰς τὸ Πανμουντζὸν ἐνίσχυσε τὰς ἐλπίδας ὅτι εἶναι δυνατὸς ὁ τερματισμὸς τοῦ ψυχροῦ πολέμου. Οἱ διπλωματικοὶ παρατηρηταὶ ὅμως συνιστοῦν ἐπιφυλακτικότητα μέχρις ὅτου αἱ σοβιετικαὶ προθέσεις ἀποδειχθοῦν διὰ πράξεων. — [441, 381, 600, 503]
column-divider — [1143, 80, 1144, 2313]
headline-price-controls: Η ΚΥΒΕΡΝΗΣΙΣ ΘΑ ΑΣΚΗΣΗ ΕΦΕΞΗΣ «ΡΕΑΛΙΣΤΙΚΗΝ» ΠΟΛΙΤΙΚΗΝ ΕΙΣ ΤΟ ΖΗΤΗΜΑ ΤΩΝ ΔΙΑΤΙΜΗΣΕΩΝ — [619, 858, 1124, 886]
stock-cell: 1881 — [119, 1116, 184, 1128]
subhead-seamen: ΤΟ ΠΑΣΧΑΛΙΝΟ ΕΠΙΔΟΜΑ ΤΩΝ ΝΑΥΤΕΡΓΑΤΩΝ — [1341, 776, 1516, 805]
headline-albania: ΤΡΕΙΣ ΧΙΛΙΑΔΕΣ ΡΩΣΟΙ ΑΞΙΩΜΑΤΙΚΟΙ ΚΑΙ ΠΟΛΛΟΙ ΒΟΥΛΓΑΡΟΙ ΔΙΟΙΚΟΥΝ ΟΥΣΙΑΣΤΙΚΩΣ ΤΗΝ ΑΛΒΑΝΙΑΝ ΔΙΑ ΝΑ ΜΗ ΑΝΑΤΡΑΠΗ ΤΟ ΚΑΘΕΣΤΩΣ ΤΟΥ ΧΟΤΖΑ — [1155, 289, 1534, 334]
stock-cell: 1922 — [119, 1179, 184, 1192]
article-finance-minister: Ὑπεγράφη χθὲς ἡ ὑπουργικὴ ἀπόφασις διὰ τῆς ὁποίας καθορίζεται τὸ ὕψος τοῦ Πασχαλινοῦ δώρου τῶν δημοσίων ὑπαλλήλων καὶ τῶν στρατιωτικῶν. Τὸ δῶρον θὰ καταβληθῇ ἐντὸς τῆς προσεχοῦς ἑβδομάδος. — [1151, 1475, 1305, 1564]
article-price-controls: Ὁ ὑπουργὸς τοῦ Ἐμπορίου ἐδήλωσεν ὅτι ἡ κυβέρνησις θὰ ἀσκήσῃ ἐφεξῆς ῥεαλιστικὴν πολιτικὴν εἰς τὸ ζήτημα τῶν διατιμήσεων, ἀποφεύγουσα τὰ διοικητικὰ μέτρα. — [790, 890, 954, 957]
article-professionals: Ὁ ὑπουργὸς τοῦ Ἐμπορίου ἐδήλωσεν ὅτι ἡ κυβέρνησις θὰ ἀσκήσῃ ἐφεξῆς ῥεαλιστικὴν πολιτικὴν εἰς τὸ ζήτημα τῶν διατιμήσεων, ἀποφεύγουσα τὰ διοικητικὰ μέτρα. — [446, 925, 591, 992]
article-elections: Σήμερον διεξάγονται αἱ ἐπαναληπτικαὶ ἐκλογαὶ εἰς τὸν Πειραιᾶ, τὴν Καρδίτσαν, τὸ Ῥέθυμνον καὶ τὰ Γρεβενά. Ὁ ἀγὼν θεωρεῖται ἰδιαιτέρως κρίσιμος διὰ τὴν κυβέρνησιν καὶ τὴν ἀντιπολίτευσιν. Τὰ ἀποτελέσματα ἀναμένονται τὸ μεσονύκτιον. — [441, 574, 600, 674]
stock-cell: 19.000 — [184, 1179, 258, 1192]
article-easter-bonus: Ὑπεγράφη χθὲς ἡ ὑπουργικὴ ἀπόφασις διὰ τῆς ὁποίας καθορίζεται τὸ ὕψος τοῦ Πασχαλινοῦ δώρου τῶν δημοσίων ὑπαλλήλων καὶ τῶν στρατιωτικῶν. Τὸ δῶρον θὰ καταβληθῇ ἐντὸς τῆς προσεχοῦς ἑβδομάδος. — [1318, 904, 1539, 960]
headline-teachers: ΤΑ ΟΝΟΜΑΤΑ ΤΩΝ ΔΙΟΡΙΖΟΜΕΝΩΝ ΔΗΜΟΔΙΔΑΣΚΑΛΩΝ — [686, 1089, 1057, 1106]
article-price-index: Ἡ ὑπηρεσία στατιστικῆς ἐξέδωσεν τὸν τιμάριθμον τοῦ κόστους ζωῆς διὰ τὸν μῆνα Φεβρουάριον. Κατὰ τὰ στοιχεῖα αὐτὰ ὁ γενικὸς δείκτης παρουσιάζει αὔξησιν ἐν σχέσει πρὸς τὸν προηγούμενον μῆνα, ἡ ὁποία ὀφείλεται κυρίως εἰς τὴν ὕψωσιν τῶν τιμῶν τῶν τροφίμων. — [33, 254, 425, 299]
left-column — [27, 82, 431, 2313]
article-ministry-finance: Ἀπὸ χθὲς τὸ ὑπουργεῖον Οἰκονομικῶν διέταξεν αἰφνιδίως τὴν διακοπὴν τῆς καταβολῆς τοῦ δώρου τοῦ Πάσχα εἰς τοὺς μερισματούχους τοῦ Μετοχικοῦ Ταμείου Στρατοῦ, μέχρις ὅτου ἐκδοθῇ νέα ἀπόφασις. Ἡ ἀπόφασις αὕτη προεκάλεσε τὴν δικαίαν ἀγανάκτησιν τῶν ἐνδιαφερομένων. — [33, 589, 425, 634]
